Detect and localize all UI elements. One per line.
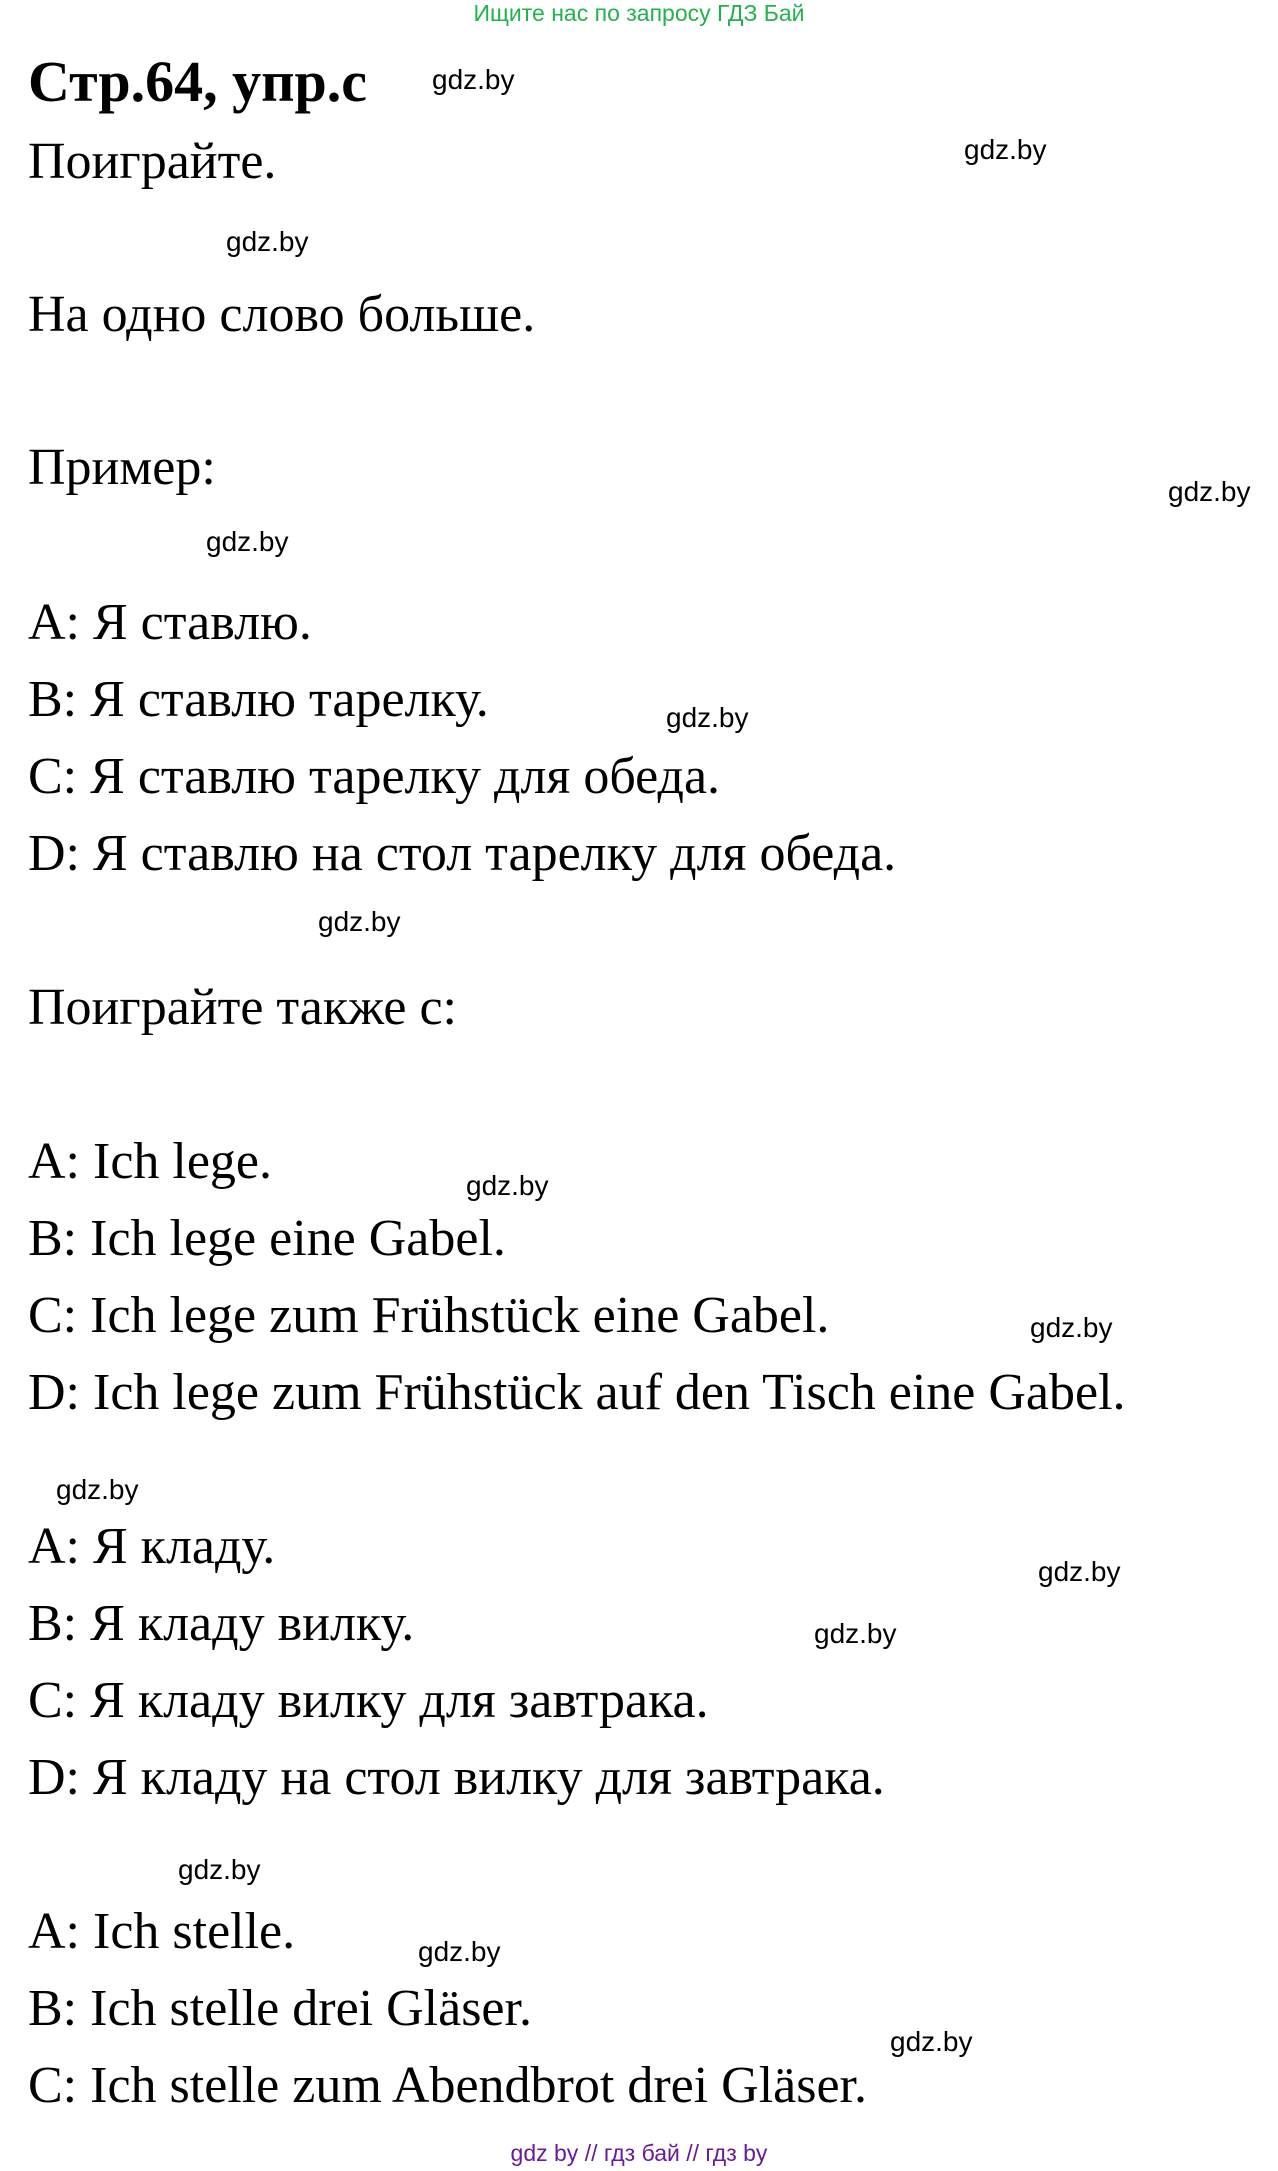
- text-line: C: Ich stelle zum Abendbrot drei Gläser.: [28, 2057, 868, 2114]
- text-line: A: Ich stelle.: [28, 1903, 296, 1960]
- watermark: gdz.by: [56, 1474, 139, 1505]
- watermark: gdz.by: [178, 1854, 261, 1885]
- footer-links[interactable]: gdz by // гдз бай // гдз by: [510, 2140, 768, 2166]
- watermark: gdz.by: [432, 64, 515, 95]
- text-line: A: Я кладу.: [28, 1518, 276, 1575]
- watermark: gdz.by: [964, 134, 1047, 165]
- watermark: gdz.by: [318, 906, 401, 937]
- watermark: gdz.by: [418, 1936, 501, 1967]
- text-line: A: Я ставлю.: [28, 594, 312, 651]
- watermark: gdz.by: [1168, 476, 1251, 507]
- text-line: Поиграйте также с:: [28, 979, 457, 1036]
- text-line: B: Я ставлю тарелку.: [28, 671, 489, 728]
- watermark: gdz.by: [890, 2026, 973, 2057]
- text-line: D: Я ставлю на стол тарелку для обеда.: [28, 825, 897, 882]
- text-line: D: Я кладу на стол вилку для завтрака.: [28, 1749, 885, 1806]
- text-line: A: Ich lege.: [28, 1133, 273, 1190]
- text-line: На одно слово больше.: [28, 286, 536, 343]
- text-line: D: Ich lege zum Frühstück auf den Tisch eine Gabel.: [28, 1364, 1126, 1421]
- text-line: C: Ich lege zum Frühstück eine Gabel.: [28, 1287, 830, 1344]
- text-line: Пример:: [28, 439, 216, 496]
- text-line: B: Ich stelle drei Gläser.: [28, 1980, 532, 2037]
- text-line: Поиграйте.: [28, 133, 277, 190]
- text-line: C: Я ставлю тарелку для обеда.: [28, 748, 721, 805]
- page-title: Стр.64, упр.c: [28, 49, 367, 114]
- text-line: C: Я кладу вилку для завтрака.: [28, 1672, 709, 1729]
- top-banner-link[interactable]: Ищите нас по запросу ГДЗ Бай: [473, 0, 805, 26]
- text-line: B: Ich lege eine Gabel.: [28, 1210, 506, 1267]
- watermark: gdz.by: [466, 1170, 549, 1201]
- watermark: gdz.by: [666, 702, 749, 733]
- watermark: gdz.by: [226, 226, 309, 257]
- watermark: gdz.by: [1038, 1556, 1121, 1587]
- text-line: B: Я кладу вилку.: [28, 1595, 415, 1652]
- watermark: gdz.by: [206, 526, 289, 557]
- watermark: gdz.by: [1030, 1312, 1113, 1343]
- watermark: gdz.by: [814, 1618, 897, 1649]
